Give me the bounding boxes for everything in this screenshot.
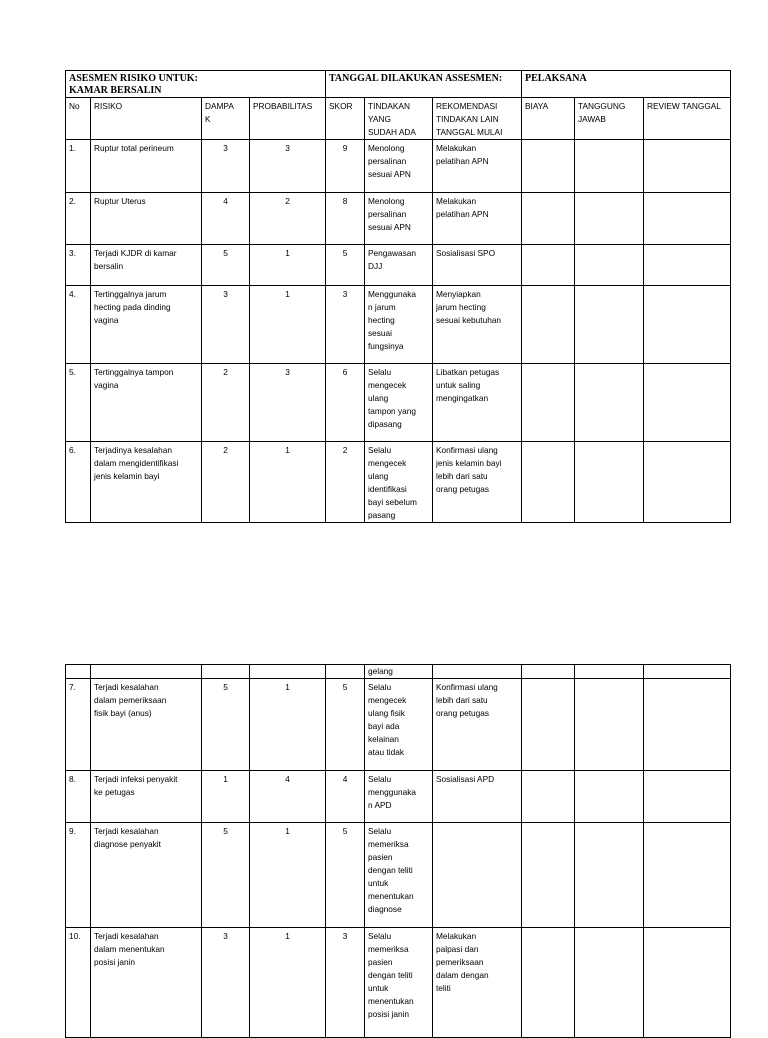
row-no: 5. bbox=[66, 364, 91, 442]
row-dampak: 3 bbox=[202, 140, 250, 193]
row-probabilitas: 3 bbox=[250, 140, 326, 193]
row-review bbox=[644, 364, 731, 442]
row-rekomendasi: Libatkan petugas untuk saling mengingatkan bbox=[433, 364, 522, 442]
table-row bbox=[66, 245, 731, 286]
row-tindakan: Menolong persalinan sesuai APN bbox=[365, 193, 433, 245]
col-header-dampak: DAMPA K bbox=[202, 98, 250, 140]
col-header-probabilitas: PROBABILITAS bbox=[250, 98, 326, 140]
row-tindakan: Selalu mengecek ulang identifikasi bayi sebelum pasang bbox=[365, 442, 433, 523]
continuation-row bbox=[66, 665, 731, 679]
row-biaya bbox=[522, 679, 575, 771]
row-no: 2. bbox=[66, 193, 91, 245]
row-probabilitas: 4 bbox=[250, 771, 326, 823]
row-risiko: Terjadi infeksi penyakit ke petugas bbox=[91, 771, 202, 823]
row-skor: 6 bbox=[326, 364, 365, 442]
row-dampak: 4 bbox=[202, 193, 250, 245]
row-rekomendasi: Sosialisasi APD bbox=[433, 771, 522, 823]
column-header-row bbox=[66, 98, 731, 140]
row-biaya bbox=[522, 140, 575, 193]
row-no: 3. bbox=[66, 245, 91, 286]
row-tanggung-jawab bbox=[575, 679, 644, 771]
row-dampak: 5 bbox=[202, 823, 250, 928]
table-row bbox=[66, 193, 731, 245]
row-rekomendasi: Sosialisasi SPO bbox=[433, 245, 522, 286]
row-dampak: 3 bbox=[202, 286, 250, 364]
row-biaya bbox=[522, 823, 575, 928]
row-tindakan: Selalu memeriksa pasien dengan teliti untuk menentukan diagnose bbox=[365, 823, 433, 928]
row-no: 8. bbox=[66, 771, 91, 823]
row-no: 1. bbox=[66, 140, 91, 193]
table-row bbox=[66, 823, 731, 928]
table-row bbox=[66, 286, 731, 364]
row-biaya bbox=[522, 245, 575, 286]
row-dampak: 5 bbox=[202, 679, 250, 771]
row-tindakan: Menggunaka n jarum hecting sesuai fungsinya bbox=[365, 286, 433, 364]
col-header-rekomendasi: REKOMENDASI TINDAKAN LAIN TANGGAL MULAI bbox=[433, 98, 522, 140]
row-no: 7. bbox=[66, 679, 91, 771]
row-biaya bbox=[522, 771, 575, 823]
row-risiko: Tertinggalnya tampon vagina bbox=[91, 364, 202, 442]
table-row bbox=[66, 364, 731, 442]
row-tanggung-jawab bbox=[575, 823, 644, 928]
row-risiko: Tertinggalnya jarum hecting pada dinding vagina bbox=[91, 286, 202, 364]
row-tindakan: Selalu mengecek ulang fisik bayi ada kelainan atau tidak bbox=[365, 679, 433, 771]
table-row bbox=[66, 140, 731, 193]
row-dampak: 2 bbox=[202, 364, 250, 442]
row-probabilitas: 2 bbox=[250, 193, 326, 245]
row-probabilitas: 1 bbox=[250, 679, 326, 771]
row-tindakan: Selalu memeriksa pasien dengan teliti untuk menentukan posisi janin bbox=[365, 928, 433, 1038]
header-row bbox=[66, 71, 731, 98]
row-skor: 3 bbox=[326, 286, 365, 364]
row-skor: 8 bbox=[326, 193, 365, 245]
row-probabilitas: 3 bbox=[250, 364, 326, 442]
row-risiko: Terjadi kesalahan dalam menentukan posisi janin bbox=[91, 928, 202, 1038]
row-biaya bbox=[522, 286, 575, 364]
row-probabilitas: 1 bbox=[250, 245, 326, 286]
row-review bbox=[644, 140, 731, 193]
risk-table-continued bbox=[65, 664, 731, 1038]
row-rekomendasi: Menyiapkan jarum hecting sesuai kebutuhan bbox=[433, 286, 522, 364]
table-row bbox=[66, 679, 731, 771]
row-risiko: Terjadi kesalahan diagnose penyakit bbox=[91, 823, 202, 928]
row-tanggung-jawab bbox=[575, 245, 644, 286]
row-rekomendasi: Melakukan pelatihan APN bbox=[433, 193, 522, 245]
col-header-risiko: RISIKO bbox=[91, 98, 202, 140]
row-dampak: 1 bbox=[202, 771, 250, 823]
row-skor: 5 bbox=[326, 679, 365, 771]
row-probabilitas: 1 bbox=[250, 823, 326, 928]
row-dampak: 3 bbox=[202, 928, 250, 1038]
col-header-tanggung-jawab: TANGGUNG JAWAB bbox=[575, 98, 644, 140]
row-tindakan: Pengawasan DJJ bbox=[365, 245, 433, 286]
table-row bbox=[66, 928, 731, 1038]
row-rekomendasi: Konfirmasi ulang jenis kelamin bayi lebih dari satu orang petugas bbox=[433, 442, 522, 523]
row-review bbox=[644, 823, 731, 928]
row-skor: 2 bbox=[326, 442, 365, 523]
col-header-biaya: BIAYA bbox=[522, 98, 575, 140]
row-tindakan: Selalu menggunaka n APD bbox=[365, 771, 433, 823]
row-skor: 3 bbox=[326, 928, 365, 1038]
row-biaya bbox=[522, 928, 575, 1038]
row-skor: 5 bbox=[326, 245, 365, 286]
row-biaya bbox=[522, 193, 575, 245]
row-risiko: Terjadi kesalahan dalam pemeriksaan fisik bayi (anus) bbox=[91, 679, 202, 771]
row-no: 10. bbox=[66, 928, 91, 1038]
row-probabilitas: 1 bbox=[250, 928, 326, 1038]
row-skor: 9 bbox=[326, 140, 365, 193]
row-skor: 5 bbox=[326, 823, 365, 928]
row-biaya bbox=[522, 364, 575, 442]
row-tindakan: Selalu mengecek ulang tampon yang dipasang bbox=[365, 364, 433, 442]
row-tanggung-jawab bbox=[575, 771, 644, 823]
col-header-skor: SKOR bbox=[326, 98, 365, 140]
row-no: 9. bbox=[66, 823, 91, 928]
row-tanggung-jawab bbox=[575, 442, 644, 523]
row-risiko: Terjadi KJDR di kamar bersalin bbox=[91, 245, 202, 286]
row-rekomendasi: Melakukan palpasi dan pemeriksaan dalam dengan teliti bbox=[433, 928, 522, 1038]
row-dampak: 2 bbox=[202, 442, 250, 523]
row-tanggung-jawab bbox=[575, 928, 644, 1038]
row-skor: 4 bbox=[326, 771, 365, 823]
row-no: 6. bbox=[66, 442, 91, 523]
row-probabilitas: 1 bbox=[250, 286, 326, 364]
row-probabilitas: 1 bbox=[250, 442, 326, 523]
risk-table-top bbox=[65, 70, 731, 523]
continuation-text: gelang bbox=[365, 665, 433, 679]
row-tanggung-jawab bbox=[575, 140, 644, 193]
row-review bbox=[644, 442, 731, 523]
row-no: 4. bbox=[66, 286, 91, 364]
row-review bbox=[644, 679, 731, 771]
row-dampak: 5 bbox=[202, 245, 250, 286]
row-tanggung-jawab bbox=[575, 193, 644, 245]
row-review bbox=[644, 193, 731, 245]
row-rekomendasi bbox=[433, 823, 522, 928]
col-header-tindakan: TINDAKAN YANG SUDAH ADA bbox=[365, 98, 433, 140]
row-tindakan: Menolong persalinan sesuai APN bbox=[365, 140, 433, 193]
row-review bbox=[644, 928, 731, 1038]
col-header-review: REVIEW TANGGAL bbox=[644, 98, 731, 140]
row-review bbox=[644, 771, 731, 823]
executor-label: PELAKSANA bbox=[522, 71, 731, 98]
row-risiko: Terjadinya kesalahan dalam mengidentifikasi jenis kelamin bayi bbox=[91, 442, 202, 523]
row-tanggung-jawab bbox=[575, 364, 644, 442]
row-risiko: Ruptur Uterus bbox=[91, 193, 202, 245]
row-risiko: Ruptur total perineum bbox=[91, 140, 202, 193]
row-review bbox=[644, 245, 731, 286]
row-review bbox=[644, 286, 731, 364]
col-header-no: No bbox=[66, 98, 91, 140]
assessment-date-label: TANGGAL DILAKUKAN ASSESMEN: bbox=[326, 71, 522, 98]
row-biaya bbox=[522, 442, 575, 523]
row-tanggung-jawab bbox=[575, 286, 644, 364]
row-rekomendasi: Konfirmasi ulang lebih dari satu orang petugas bbox=[433, 679, 522, 771]
row-rekomendasi: Melakukan pelatihan APN bbox=[433, 140, 522, 193]
assessment-title: ASESMEN RISIKO UNTUK: KAMAR BERSALIN bbox=[66, 71, 326, 98]
table-row bbox=[66, 442, 731, 523]
table-row bbox=[66, 771, 731, 823]
